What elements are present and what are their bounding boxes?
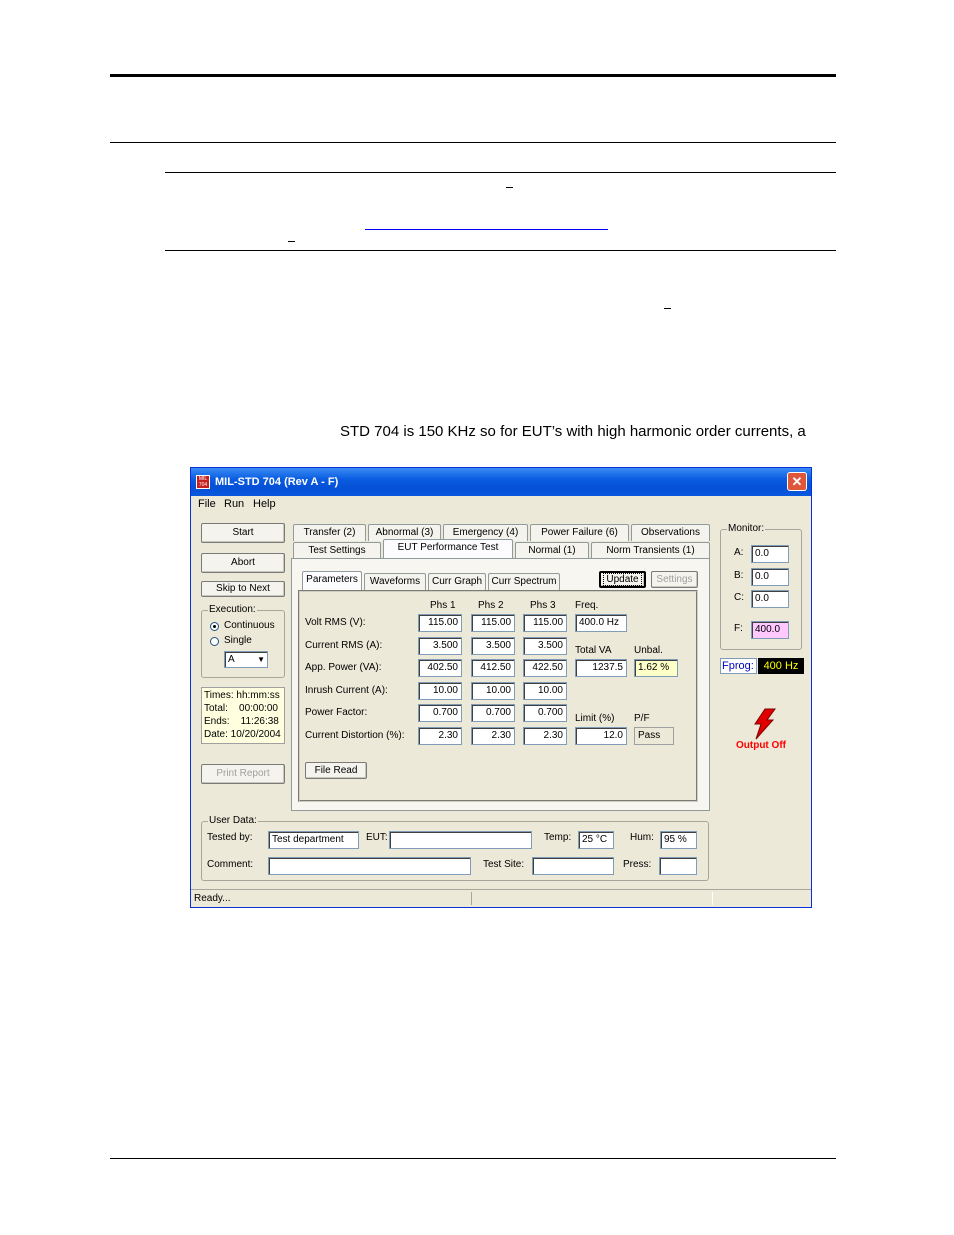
phase-select[interactable]: [224, 651, 268, 668]
unbal-label: Unbal.: [634, 645, 663, 656]
menu-help[interactable]: Help: [253, 498, 276, 510]
current-phs3-field[interactable]: 3.500: [523, 637, 567, 655]
note-dash-2: [288, 241, 295, 242]
abort-button[interactable]: Abort: [201, 553, 285, 573]
lightning-bolt-icon[interactable]: [751, 708, 777, 740]
menu-file[interactable]: File: [198, 498, 216, 510]
eut-field[interactable]: [389, 831, 532, 849]
tested-by-label: Tested by:: [207, 832, 253, 843]
inrush-phs3-field[interactable]: 10.00: [523, 682, 567, 700]
distortion-phs3-field[interactable]: 2.30: [523, 727, 567, 745]
parameters-panel: [298, 590, 698, 802]
subtab-curr-graph[interactable]: Curr Graph: [428, 573, 486, 590]
note-rule-bottom: [165, 250, 836, 251]
status-text: Ready...: [194, 893, 231, 904]
volt-phs1-field[interactable]: 115.00: [418, 614, 462, 632]
update-button[interactable]: [599, 571, 646, 588]
monitor-b-label: B:: [734, 570, 744, 581]
limit-label: Limit (%): [575, 713, 615, 724]
header-rule-thin: [110, 142, 836, 143]
row-label-current: Current RMS (A):: [305, 640, 383, 651]
tab-abnormal[interactable]: Abnormal (3): [368, 524, 441, 541]
times-header: Times: hh:mm:ss: [204, 690, 280, 701]
status-pane-2: [471, 892, 713, 905]
comment-field[interactable]: [268, 857, 471, 875]
eut-performance-panel: [291, 558, 710, 811]
note-dash-1: [506, 187, 513, 188]
power-phs1-field[interactable]: 402.50: [418, 659, 462, 677]
subtab-curr-spectrum[interactable]: Curr Spectrum: [488, 573, 560, 590]
continuous-label[interactable]: Continuous: [224, 620, 275, 631]
app-icon: MIL 704: [196, 475, 210, 489]
volt-phs3-field[interactable]: 115.00: [523, 614, 567, 632]
close-button[interactable]: ✕: [787, 472, 807, 491]
limit-field[interactable]: 12.0: [575, 727, 627, 745]
execution-group: [201, 604, 285, 678]
current-phs1-field[interactable]: 3.500: [418, 637, 462, 655]
volt-phs2-field[interactable]: 115.00: [471, 614, 515, 632]
skip-to-next-button[interactable]: Skip to Next: [201, 581, 285, 597]
user-data-group: [201, 815, 709, 881]
pf-phs1-field[interactable]: 0.700: [418, 704, 462, 722]
body-text-line: STD 704 is 150 KHz so for EUT’s with high harmonic order currents, a: [340, 423, 806, 440]
pf-label: P/F: [634, 713, 650, 724]
tab-observations[interactable]: Observations: [631, 524, 710, 541]
temp-field[interactable]: 25 °C: [578, 831, 614, 849]
settings-button[interactable]: Settings: [651, 571, 698, 588]
window-title: MIL-STD 704 (Rev A - F): [215, 476, 339, 488]
start-button[interactable]: Start: [201, 523, 285, 543]
pf-phs3-field[interactable]: 0.700: [523, 704, 567, 722]
inrush-phs1-field[interactable]: 10.00: [418, 682, 462, 700]
monitor-c-field: 0.0: [751, 590, 789, 608]
monitor-label: Monitor:: [728, 523, 765, 534]
subtab-waveforms[interactable]: Waveforms: [364, 573, 426, 590]
tab-eut-performance[interactable]: EUT Performance Test: [383, 539, 513, 558]
status-bar: [191, 889, 811, 908]
row-label-pf: Power Factor:: [305, 707, 368, 718]
monitor-a-label: A:: [734, 547, 744, 558]
unbal-field[interactable]: 1.62 %: [634, 659, 678, 677]
note-rule-top: [165, 172, 836, 173]
single-label[interactable]: Single: [224, 635, 252, 646]
body-dash: [664, 308, 671, 309]
footer-rule: [110, 1158, 836, 1159]
current-phs2-field[interactable]: 3.500: [471, 637, 515, 655]
tab-power-failure[interactable]: Power Failure (6): [530, 524, 629, 541]
chevron-down-icon[interactable]: ▼: [257, 655, 265, 664]
print-report-button[interactable]: Print Report: [201, 764, 285, 784]
single-radio[interactable]: [210, 637, 219, 646]
monitor-group: [720, 523, 802, 650]
monitor-c-label: C:: [734, 592, 744, 603]
power-phs2-field[interactable]: 412.50: [471, 659, 515, 677]
pf-phs2-field[interactable]: 0.700: [471, 704, 515, 722]
row-label-power: App. Power (VA):: [305, 662, 382, 673]
tab-test-settings[interactable]: Test Settings: [293, 542, 381, 559]
total-va-field[interactable]: 1237.5: [575, 659, 627, 677]
total-va-label: Total VA: [575, 645, 612, 656]
hum-label: Hum:: [630, 832, 654, 843]
monitor-f-field: 400.0: [751, 621, 789, 639]
row-label-distortion: Current Distortion (%):: [305, 730, 405, 741]
app-window: [190, 467, 812, 908]
hyperlink-underline[interactable]: [365, 229, 608, 230]
distortion-phs2-field[interactable]: 2.30: [471, 727, 515, 745]
test-site-label: Test Site:: [483, 859, 525, 870]
fprog-display: 400 Hz: [758, 658, 804, 674]
tab-norm-transients[interactable]: Norm Transients (1): [591, 542, 710, 559]
temp-label: Temp:: [544, 832, 572, 843]
times-panel: [201, 687, 285, 744]
inrush-phs2-field[interactable]: 10.00: [471, 682, 515, 700]
subtab-parameters[interactable]: Parameters: [302, 571, 362, 590]
monitor-f-label: F:: [734, 623, 743, 634]
times-ends: Ends: 11:26:38: [204, 716, 279, 727]
power-phs3-field[interactable]: 422.50: [523, 659, 567, 677]
tab-emergency[interactable]: Emergency (4): [443, 524, 528, 541]
phase-select-value: A: [228, 654, 235, 665]
hum-field[interactable]: 95 %: [660, 831, 697, 849]
header-rule-thick: [110, 74, 836, 77]
freq-field[interactable]: 400.0 Hz: [575, 614, 627, 632]
monitor-b-field: 0.0: [751, 568, 789, 586]
output-status-label: Output Off: [736, 740, 786, 751]
comment-label: Comment:: [207, 859, 254, 870]
times-date: Date: 10/20/2004: [204, 729, 281, 740]
title-bar[interactable]: [191, 468, 811, 496]
col-freq: Freq.: [575, 600, 599, 611]
tested-by-field[interactable]: Test department: [268, 831, 359, 849]
col-phs3: Phs 3: [530, 600, 556, 611]
file-read-button[interactable]: File Read: [305, 762, 367, 779]
press-field[interactable]: [659, 857, 697, 875]
row-label-inrush: Inrush Current (A):: [305, 685, 388, 696]
execution-label: Execution:: [209, 604, 256, 615]
update-button-label: Update: [603, 573, 641, 586]
times-total: Total: 00:00:00: [204, 703, 278, 714]
monitor-a-field: 0.0: [751, 545, 789, 563]
col-phs1: Phs 1: [430, 600, 456, 611]
col-phs2: Phs 2: [478, 600, 504, 611]
pass-fail-field: Pass: [634, 727, 674, 745]
user-data-label: User Data:: [209, 815, 257, 826]
test-site-field[interactable]: [532, 857, 614, 875]
menu-run[interactable]: Run: [224, 498, 245, 510]
menu-bar: [191, 496, 811, 513]
tab-transfer[interactable]: Transfer (2): [293, 524, 366, 541]
fprog-label: Fprog:: [720, 658, 757, 674]
continuous-radio[interactable]: [210, 622, 219, 631]
press-label: Press:: [623, 859, 652, 870]
tab-normal[interactable]: Normal (1): [515, 542, 589, 559]
distortion-phs1-field[interactable]: 2.30: [418, 727, 462, 745]
eut-label: EUT:: [366, 832, 388, 843]
row-label-volt: Volt RMS (V):: [305, 617, 366, 628]
